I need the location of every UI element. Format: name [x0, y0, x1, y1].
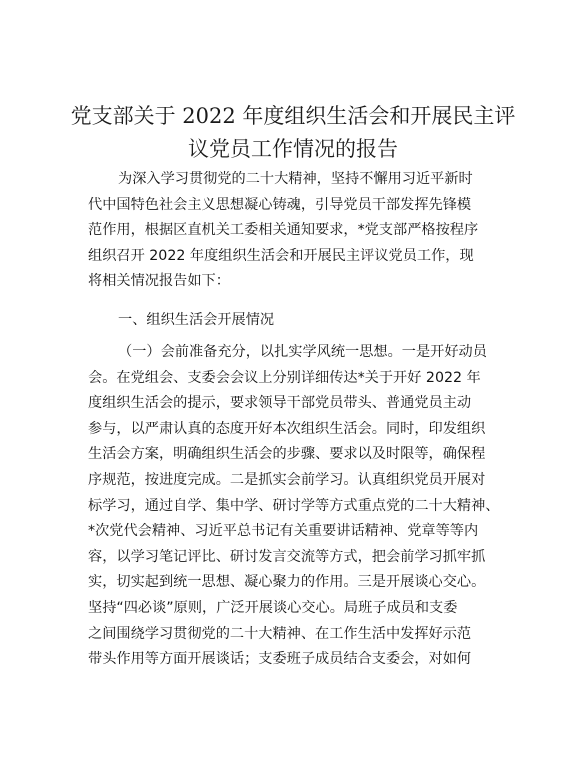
intro-line: 为深入学习贯彻党的二十大精神，坚持不懈用习近平新时	[118, 171, 473, 187]
section-line: *次党代会精神、习近平总书记有关重要讲话精神、党章等等内	[88, 523, 479, 540]
section-line: （一）会前准备充分，以扎实学风统一思想。一是开好动员	[118, 344, 487, 360]
section-line: 序规范，按进度完成。二是抓实会前学习。认真组织党员开展对	[88, 471, 486, 488]
section-line: 容，以学习笔记评比、研讨发言交流等方式，把会前学习抓牢抓	[88, 548, 486, 565]
section-line: 度组织生活会的提示，要求领导干部党员带头、普通党员主动	[88, 395, 472, 412]
intro-line: 范作用，根据区直机关工委相关通知要求，*党支部严格按程序	[88, 222, 479, 239]
intro-line: 代中国特色社会主义思想凝心铸魂，引导党员干部发挥先锋模	[88, 196, 472, 213]
section-line: 之间围绕学习贯彻党的二十大精神、在工作生活中发挥好示范	[88, 625, 472, 642]
intro-line: 将相关情况报告如下：	[88, 273, 230, 290]
section-line: 生活会方案，明确组织生活会的步骤、要求以及时限等，确保程	[88, 446, 486, 463]
section-line: 坚持“四必谈”原则，广泛开展谈心交心。局班子成员和支委	[88, 599, 458, 616]
section-line: 带头作用等方面开展谈话；支委班子成员结合支委会，对如何	[88, 651, 472, 668]
document-title	[60, 100, 526, 166]
section-heading-text: 一、组织生活会开展情况	[118, 312, 275, 328]
section-line: 标学习，通过自学、集中学、研讨学等方式重点党的二十大精神、	[88, 497, 500, 514]
title-line-2: 议党员工作情况的报告	[188, 137, 398, 161]
intro-paragraph	[88, 167, 508, 295]
section-paragraph	[88, 340, 508, 673]
section-line: 实，切实起到统一思想、凝心聚力的作用。三是开展谈心交心。	[88, 574, 486, 591]
intro-line: 组织召开 2022 年度组织生活会和开展民主评议党员工作，现	[88, 247, 474, 264]
section-line: 参与，以严肃认真的态度开好本次组织生活会。同时，印发组织	[88, 420, 486, 437]
title-line-1: 党支部关于 2022 年度组织生活会和开展民主评	[70, 104, 516, 128]
section-heading	[88, 308, 508, 334]
section-line: 会。在党组会、支委会会议上分别详细传达*关于开好 2022 年	[88, 369, 481, 386]
